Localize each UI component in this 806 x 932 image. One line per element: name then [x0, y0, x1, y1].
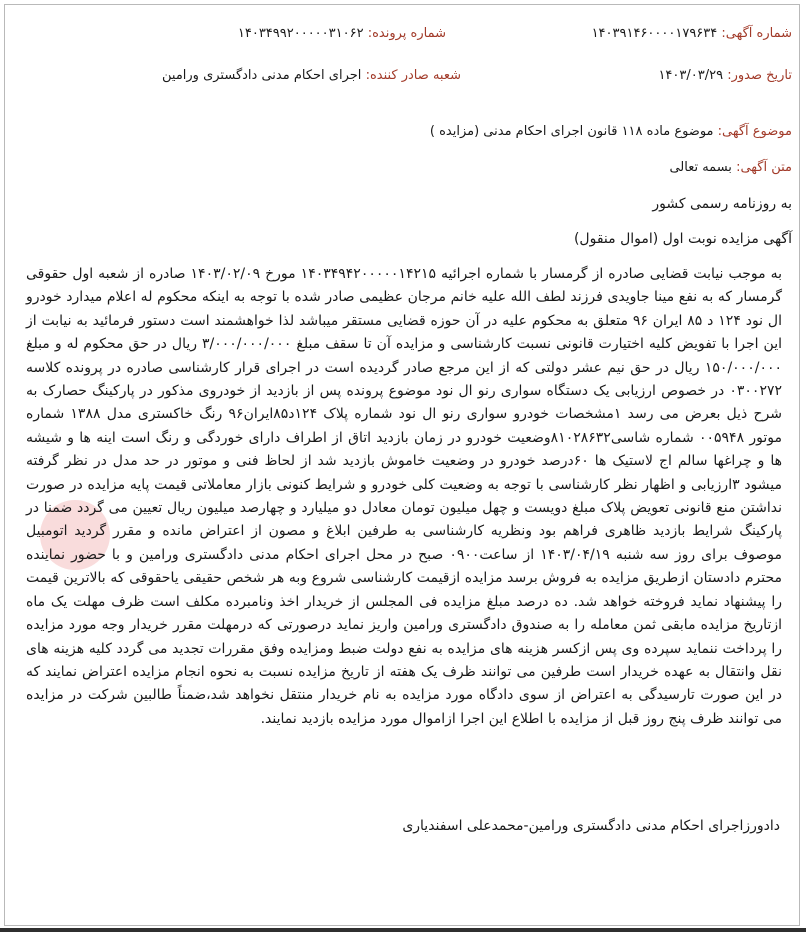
subject-field — [430, 124, 792, 139]
recipient-line: به روزنامه رسمی کشور — [652, 196, 792, 212]
subject-value: موضوع ماده ۱۱۸ قانون اجرای احکام مدنی (مزایده ) — [429, 124, 714, 139]
issuer-value: اجرای احکام مدنی دادگستری ورامین — [162, 68, 362, 83]
issue-date-field — [658, 68, 792, 83]
notice-body: به موجب نیابت قضایی صادره از گرمسار با شماره اجرائیه ۱۴۰۳۴۹۴۲۰۰۰۰۰۱۴۲۱۵ مورخ ۱۴۰۳/۰۲/۰۹ صادره از شعبه اول حقوقی گرمسار که به نفع مینا جاویدی فرزند لطف الله علیه خانم مرجان عظیمی صادر شده با توجه به اینکه محکوم له اعلام میدارد خودرو ال نود ۱۲۴ د ۸۵ ایران ۹۶ متعلق به محکوم علیه در آن حوزه قضایی مستقر میباشد لذا خواهشمند است دستور فرمائید به نیابت از این اجرا با تفویض کلیه اختیارت قانونی نسبت کارشناسی و مزایده آن تا سقف مبلغ ۳/۰۰۰/۰۰۰/۰۰۰ ریال در حق محکوم له و مبلغ ۱۵۰/۰۰۰/۰۰۰ ریال در حق نیم عشر دولتی که از این مرجع صادر گردیده است در اجرای قرار کارشناسی صادره در پرونده کلاسه ۰۳۰۰۲۷۲ در خصوص ارزیابی یک دستگاه سواری رنو ال نود موضوع پرونده پس از بازدید از خودروی مذکور در پارکینگ حصارک به شرح ذیل بعرض می رسد ۱مشخصات خودرو سواری رنو ال نود شماره پلاک ۱۲۴د۸۵ایران۹۶ رنگ خاکستری مدل ۱۳۸۸ شماره موتور ۰۰۵۹۴۸ شماره شاسی۸۱۰۲۸۶۳۲وضعیت خودرو در زمان بازدید اتاق از اطراف دارای خوردگی و رنگ است اینه ها و شیشه ها و چراغها سالم اج لاستیک ها ۶۰درصد خودرو در وضعیت خاموش بازدید شد از لحاظ فنی و موتور در حد مدل در نظر گرفته میشود ۳ارزیابی و اظهار نظر کارشناسی با توجه به وضعیت کلی خودرو و شرایط کنونی بازار معاملاتی قیمت پایه مزایده در صورت نداشتن منع قانونی تعویض پلاک مبلغ دویست و چهل میلیون تومان معادل دو میلیارد و چهارصد میلیون ریال تعیین می گردد ضمنا در پارکینگ شرایط بازدید ظاهری فراهم بود ونظریه کارشناسی به طرفین ابلاغ و مصون از اعتراض مانده و مقرر گردید اتومبیل موصوف برای روز سه شنبه ۱۴۰۳/۰۴/۱۹ از ساعت۰۹۰۰ صبح در محل اجرای احکام مدنی دادگستری ورامین و با حضور نماینده محترم دادستان ازطریق مزایده به فروش برسد مزایده ازقیمت کارشناسی شروع وبه هر شخص حقیقی یاحقوقی که بالاترین قیمت را پیشنهاد نماید فروخته خواهد شد. ده درصد مبلغ مزایده فی المجلس از خریدار اخذ ونامبرده مکلف است ظرف مهلت یک ماه ازتاریخ مزایده مابقی ثمن معامله را به صندوق دادگستری ورامین واریز نماید درصورتی که درمهلت مقرر خریدار وجه مورد مزایده را پرداخت ننماید سپرده وی پس ازکسر هزینه های مزایده به نفع دولت ضبط ومزایده وفق مقررات تجدید می گردد کلیه هزینه های نقل وانتقال به عهده خریدار است طرفین می توانند ظرف یک هفته از تاریخ مزایده نسبت به نحوه انجام مزایده اعتراض نمایند که در این صورت تارسیدگی به اعتراض از سوی دادگاه مورد مزایده به نام خریدار منتقل نخواهد شد،ضمناً طالبین شرکت در مزایده می توانند ظرف پنج روز قبل از مزایده با اطلاع این اجرا ازاموال مورد مزایده بازدید نمایند. — [26, 266, 782, 727]
bottom-rule — [0, 928, 806, 932]
ad-text-opening: بسمه تعالی — [669, 160, 732, 175]
issue-date-value: ۱۴۰۳/۰۳/۲۹ — [658, 68, 724, 83]
notice-heading: آگهی مزایده نوبت اول (اموال منقول) — [573, 231, 792, 247]
subject-label: موضوع آگهی: — [717, 124, 792, 139]
ad-number-value: ۱۴۰۳۹۱۴۶۰۰۰۰۱۷۹۶۳۴ — [591, 26, 718, 41]
ad-number-label: شماره آگهی: — [721, 26, 792, 41]
issue-date-label: تاریخ صدور: — [727, 68, 792, 83]
ad-text-field — [669, 160, 792, 175]
signature-line: دادورزاجرای احکام مدنی دادگستری ورامین-محمدعلی اسفندیاری — [402, 818, 780, 834]
case-number-field — [238, 26, 446, 41]
case-number-value: ۱۴۰۳۴۹۹۲۰۰۰۰۰۳۱۰۶۲ — [237, 26, 364, 41]
ad-number-field — [592, 26, 792, 41]
issuer-label: شعبه صادر کننده: — [365, 68, 461, 83]
case-number-label: شماره پرونده: — [367, 26, 446, 41]
ad-text-label: متن آگهی: — [736, 160, 792, 175]
issuer-field — [162, 68, 461, 83]
